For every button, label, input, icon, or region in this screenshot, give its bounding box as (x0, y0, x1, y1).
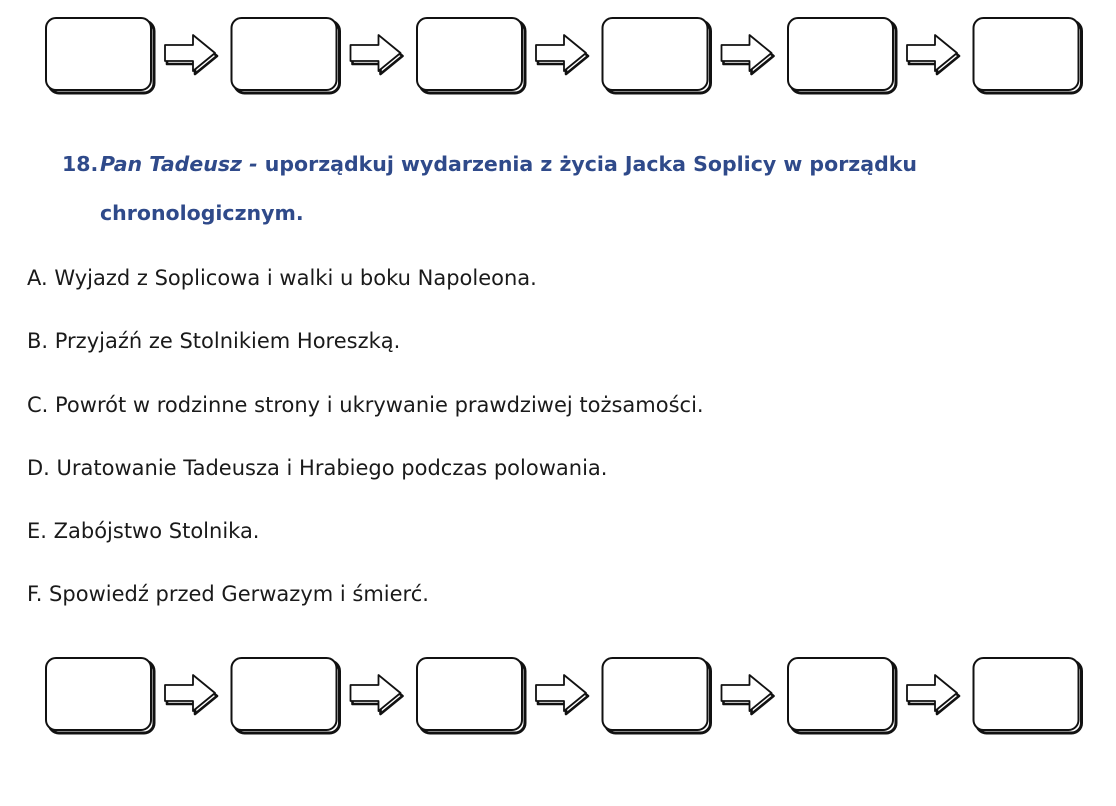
bottom-sequence-graphic (44, 654, 1084, 746)
arrow-right-icon (536, 35, 588, 74)
event-item-e: E. Zabójstwo Stolnika. (27, 519, 260, 544)
arrow-right-icon (722, 35, 774, 74)
event-list (27, 257, 704, 637)
top-sequence-graphic (44, 14, 1084, 106)
answer-box[interactable] (232, 658, 340, 733)
event-item-f: F. Spowiedź przed Gerwazym i śmierć. (27, 582, 429, 607)
answer-box[interactable] (417, 18, 525, 93)
arrow-right-icon (165, 675, 217, 714)
answer-box[interactable] (46, 658, 154, 733)
arrow-right-icon (351, 675, 403, 714)
answer-box[interactable] (417, 658, 525, 733)
arrow-right-icon (536, 675, 588, 714)
answer-box[interactable] (232, 18, 340, 93)
event-item-c: C. Powrót w rodzinne strony i ukrywanie prawdziwej tożsamości. (27, 392, 704, 417)
arrow-right-icon (351, 35, 403, 74)
question-instruction: uporządkuj wydarzenia z życia Jacka Soplicy w porządku (264, 152, 917, 176)
arrow-right-icon (907, 675, 959, 714)
question-number: 18. (62, 152, 99, 176)
answer-box[interactable] (788, 658, 896, 733)
question-block (62, 140, 1062, 238)
answer-box[interactable] (46, 18, 154, 93)
answer-box[interactable] (603, 18, 711, 93)
arrow-right-icon (907, 35, 959, 74)
answer-box[interactable] (788, 18, 896, 93)
question-title: Pan Tadeusz - (100, 152, 258, 176)
bottom-answer-sequence (44, 654, 1084, 746)
top-answer-sequence (44, 14, 1084, 106)
arrow-right-icon (722, 675, 774, 714)
event-item-d: D. Uratowanie Tadeusza i Hrabiego podczas polowania. (27, 455, 608, 480)
answer-box[interactable] (603, 658, 711, 733)
question-line-2: chronologicznym. (100, 201, 304, 225)
question-line-1 (62, 140, 1062, 189)
arrow-right-icon (165, 35, 217, 74)
answer-box[interactable] (974, 658, 1082, 733)
answer-box[interactable] (974, 18, 1082, 93)
event-item-b: B. Przyjaźń ze Stolnikiem Horeszką. (27, 329, 401, 354)
event-item-a: A. Wyjazd z Soplicowa i walki u boku Napoleona. (27, 266, 537, 290)
